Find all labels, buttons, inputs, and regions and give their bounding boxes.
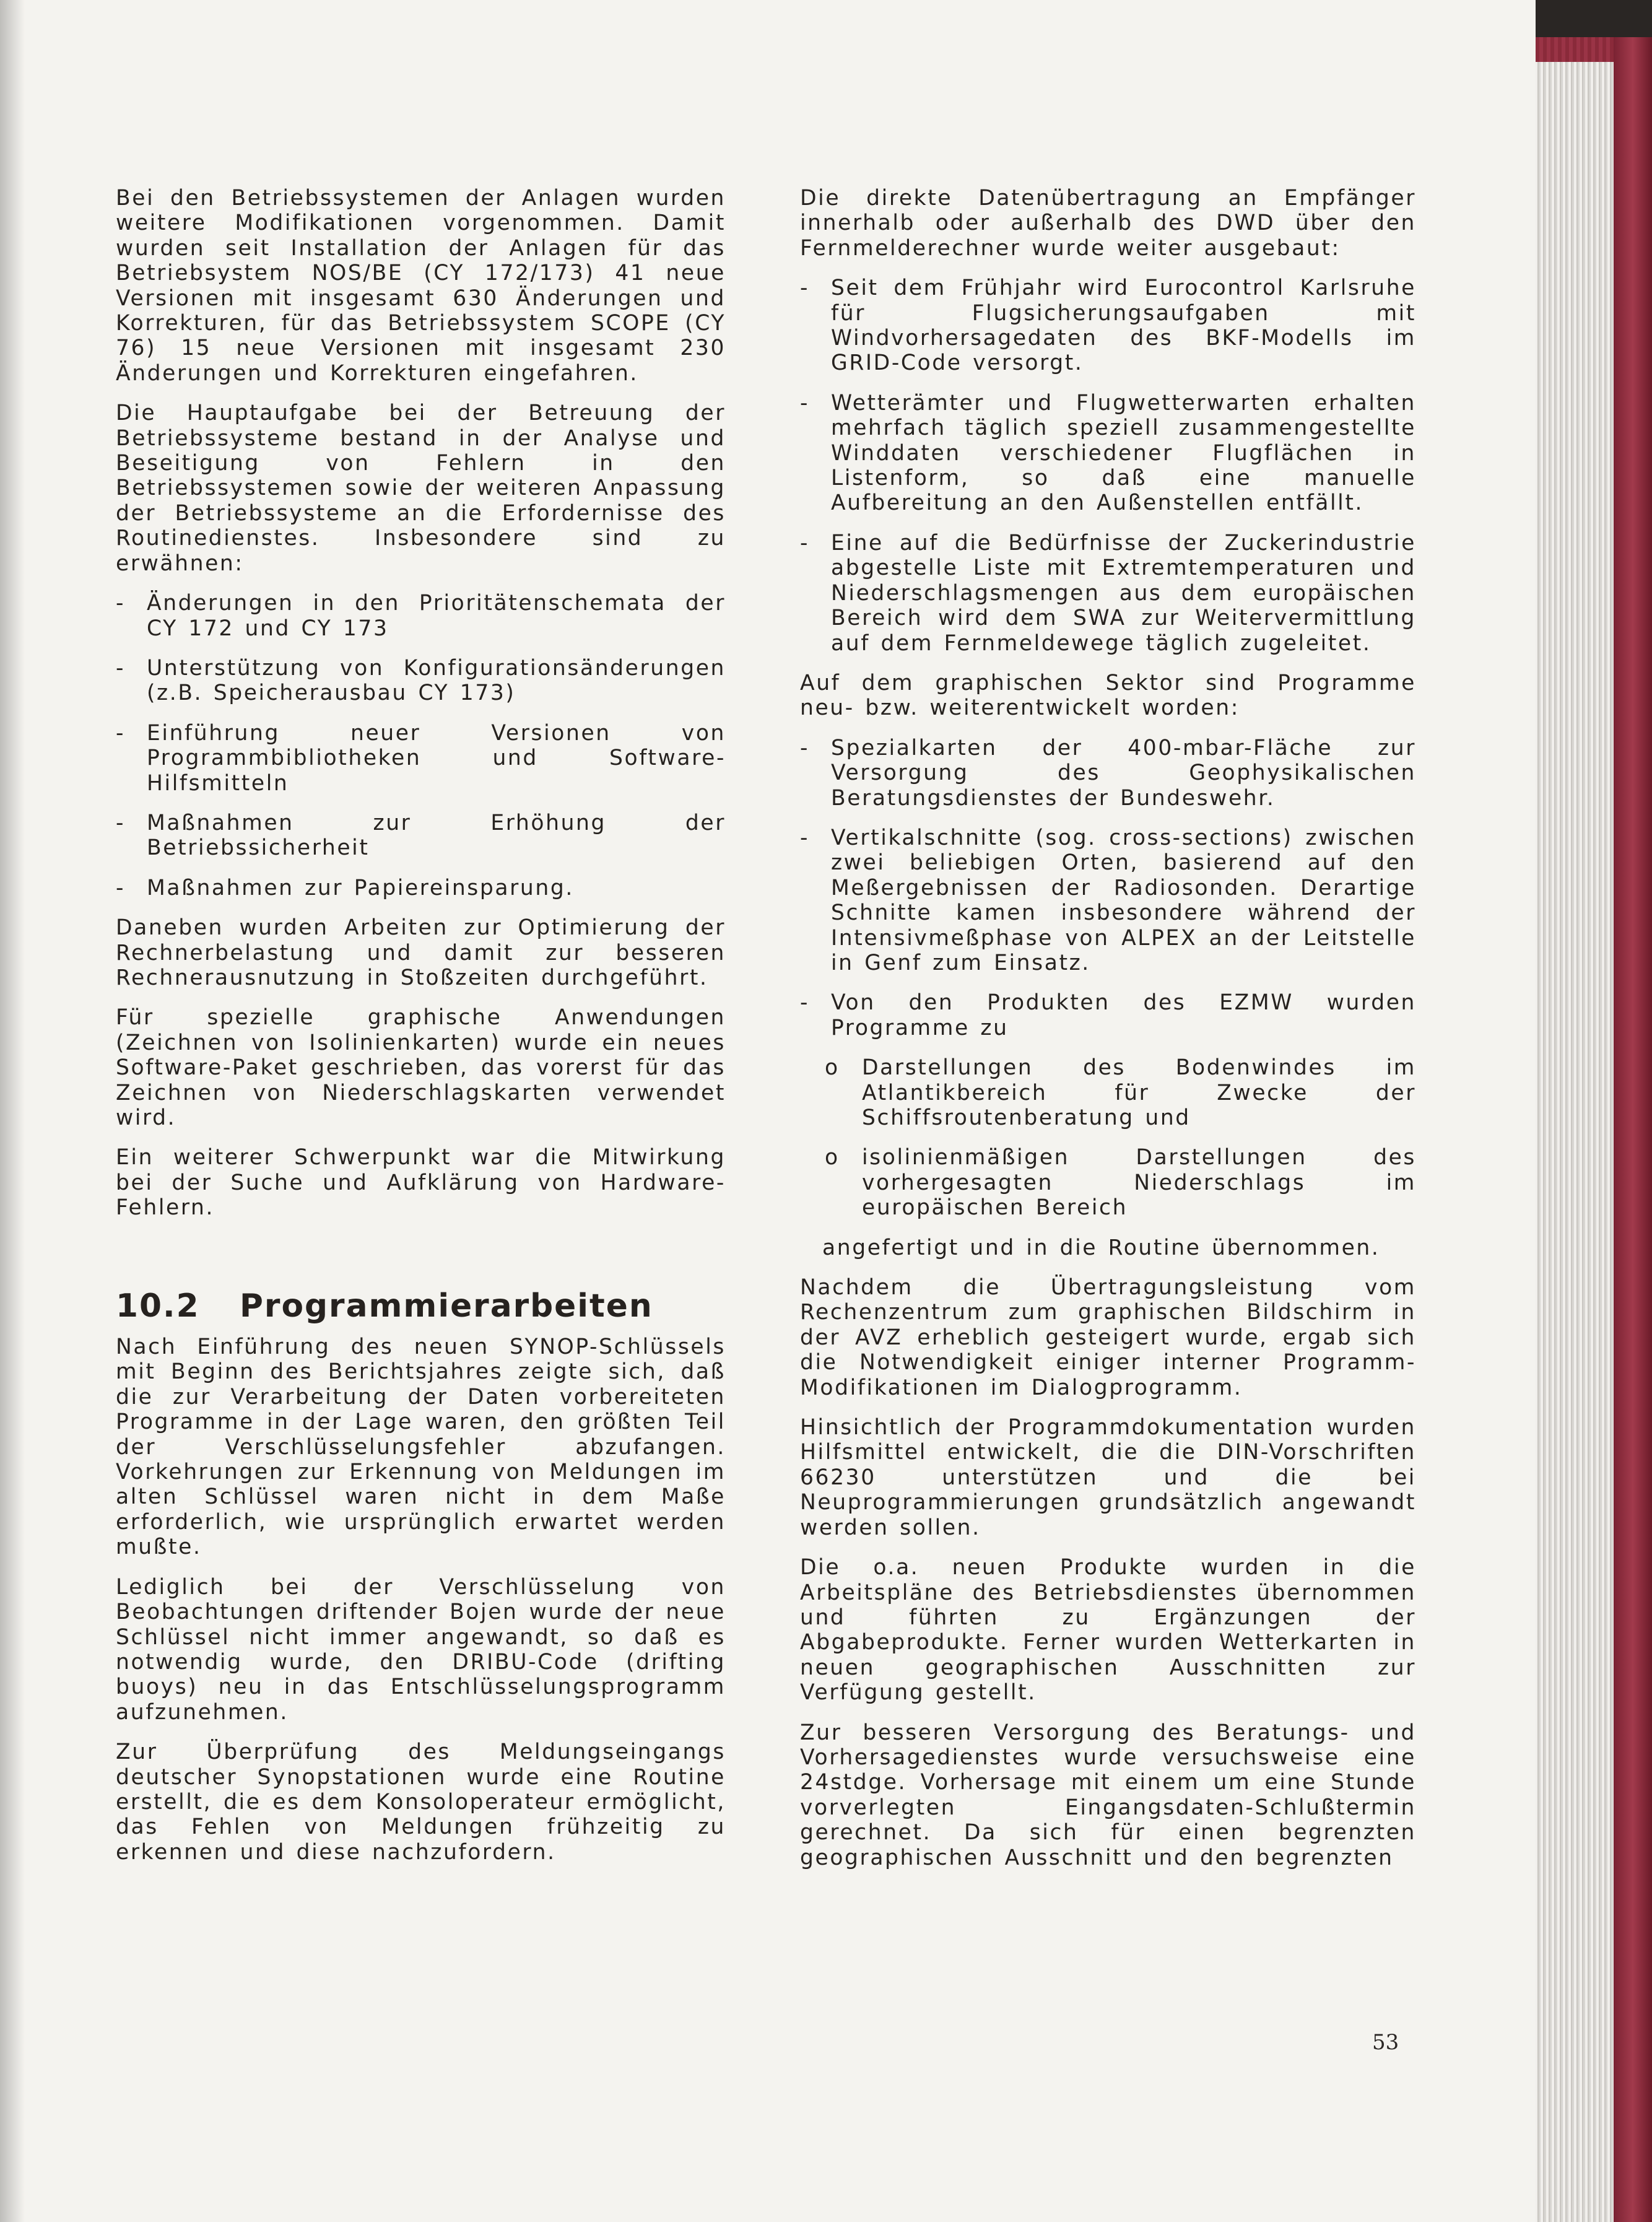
paragraph: Ein weiterer Schwerpunkt war die Mitwirkung bei der Suche und Aufklärung von Hardware-Fehlern. bbox=[116, 1145, 726, 1221]
sub-list-item: o isolinienmäßigen Darstellungen des vorhergesagten Niederschlags im europäischen Bereich bbox=[800, 1145, 1416, 1220]
list-item: - Unterstützung von Konfigurationsänderungen (z.B. Speicherausbau CY 173) bbox=[116, 656, 726, 706]
list-item: - Maßnahmen zur Erhöhung der Betriebssicherheit bbox=[116, 811, 726, 861]
paragraph: Zur besseren Versorgung des Beratungs- und Vorhersagedienstes wurde versuchsweise eine 24stdge. Vorhersage mit einem um eine Stunde vorverlegten Eingangsdaten-Schlußtermin gerechnet. Da sich für einen begrenzten geographischen Ausschnitt und den begrenzten bbox=[800, 1720, 1416, 1870]
list-item: - Einführung neuer Versionen von Programmbibliotheken und Software-Hilfsmitteln bbox=[116, 721, 726, 796]
gutter-shadow bbox=[0, 0, 25, 2222]
paragraph: Für spezielle graphische Anwendungen (Zeichnen von Isolinienkarten) wurde ein neues Software-Paket geschrieben, das vorerst für das Zeichnen von Niederschlagskarten verwendet wird. bbox=[116, 1005, 726, 1130]
list-continuation: angefertigt und in die Routine übernommen. bbox=[822, 1235, 1380, 1260]
sub-list bbox=[800, 1055, 1416, 1220]
list-item: - Spezialkarten der 400-mbar-Fläche zur Versorgung des Geophysikalischen Beratungsdienstes der Bundeswehr. bbox=[800, 736, 1416, 811]
section-number: 10.2 bbox=[116, 1287, 200, 1325]
bullet-list bbox=[800, 736, 1416, 1040]
list-item: - Vertikalschnitte (sog. cross-sections) zwischen zwei beliebigen Orten, basierend auf den Meßergebnissen der Radiosonden. Derartige Schnitte kamen insbesondere während der Intensivmeßphase von ALPEX an der Leitstelle in Genf zum Einsatz. bbox=[800, 826, 1416, 975]
page-number: 53 bbox=[1372, 2030, 1399, 2055]
section-heading bbox=[116, 1287, 726, 1325]
paragraph: Lediglich bei der Verschlüsselung von Beobachtungen driftender Bojen wurde der neue Schlüssel nicht immer angewandt, so daß es notwendig wurde, den DRIBU-Code (drifting buoys) neu in das Entschlüsselungsprogramm aufzunehmen. bbox=[116, 1574, 726, 1725]
bullet-list bbox=[800, 276, 1416, 656]
bullet-list bbox=[116, 591, 726, 900]
paragraph: Hinsichtlich der Programmdokumentation wurden Hilfsmittel entwickelt, die die DIN-Vorschriften 66230 unterstützen und die bei Neuprogrammierungen grundsätzlich angewandt werden sollen. bbox=[800, 1415, 1416, 1540]
paragraph: Bei den Betriebssystemen der Anlagen wurden weitere Modifikationen vorgenommen. Damit wurden seit Installation der Anlagen für das Betriebsystem NOS/BE (CY 172/173) 41 neue Versionen mit insgesamt 630 Änderungen und Korrekturen, für das Betriebssystem SCOPE (CY 76) 15 neue Versionen mit insgesamt 230 Änderungen und Korrekturen eingefahren. bbox=[116, 186, 726, 386]
list-item: - Maßnahmen zur Papiereinsparung. bbox=[116, 876, 726, 900]
book-cover-right-edge bbox=[1614, 37, 1652, 2222]
paragraph: Auf dem graphischen Sektor sind Programme neu- bzw. weiterentwickelt worden: bbox=[800, 670, 1416, 721]
list-item: - Seit dem Frühjahr wird Eurocontrol Karlsruhe für Flugsicherungsaufgaben mit Windvorhersagedaten des BKF-Modells im GRID-Code versorgt. bbox=[800, 276, 1416, 376]
paragraph: Zur Überprüfung des Meldungseingangs deutscher Synopstationen wurde eine Routine erstellt, die es dem Konsoloperateur ermöglicht, das Fehlen von Meldungen frühzeitig zu erkennen und diese nachzufordern. bbox=[116, 1740, 726, 1865]
list-item: - Wetterämter und Flugwetterwarten erhalten mehrfach täglich speziell zusammengestellte Winddaten verschiedener Flugflächen in Listenform, so daß eine manuelle Aufbereitung an den Außenstellen entfällt. bbox=[800, 391, 1416, 516]
paragraph: Nachdem die Übertragungsleistung vom Rechenzentrum zum graphischen Bildschirm in der AVZ erheblich gesteigert wurde, ergab sich die Notwendigkeit einiger interner Programm-Modifikationen im Dialogprogramm. bbox=[800, 1275, 1416, 1400]
list-item: - Eine auf die Bedürfnisse der Zuckerindustrie abgestelle Liste mit Extremtemperaturen und Niederschlagsmengen aus dem europäischen Bereich wird dem SWA zur Weitervermittlung auf dem Fernmeldewege täglich zugeleitet. bbox=[800, 531, 1416, 656]
paragraph: Nach Einführung des neuen SYNOP-Schlüssels mit Beginn des Berichtsjahres zeigte sich, daß die zur Verarbeitung der Daten vorbereiteten Programme in der Lage waren, den größten Teil der Verschlüsselungsfehler abzufangen. Vorkehrungen zur Erkennung von Meldungen im alten Schlüssel waren nicht in dem Maße erforderlich, wie ursprünglich erwartet werden mußte. bbox=[116, 1335, 726, 1560]
section-title: Programmierarbeiten bbox=[240, 1287, 653, 1325]
list-item: - Änderungen in den Prioritätenschemata der CY 172 und CY 173 bbox=[116, 591, 726, 641]
list-item: - Von den Produkten des EZMW wurden Programme zu bbox=[800, 990, 1416, 1040]
right-column bbox=[800, 186, 1416, 1885]
paragraph: Daneben wurden Arbeiten zur Optimierung der Rechnerbelastung und damit zur besseren Rechnerausnutzung in Stoßzeiten durchgeführt. bbox=[116, 915, 726, 990]
paragraph: Die o.a. neuen Produkte wurden in die Arbeitspläne des Betriebsdienstes übernommen und führten zu Ergänzungen der Abgabeprodukte. Ferner wurden Wetterkarten in neuen geographischen Ausschnitten zur Verfügung gestellt. bbox=[800, 1555, 1416, 1706]
sub-list-item: o Darstellungen des Bodenwindes im Atlantikbereich für Zwecke der Schiffsroutenberatung und bbox=[800, 1055, 1416, 1130]
left-column bbox=[116, 186, 726, 1880]
paragraph: Die Hauptaufgabe bei der Betreuung der Betriebssysteme bestand in der Analyse und Beseitigung von Fehlern in den Betriebssystemen sowie der weiteren Anpassung der Betriebssysteme an die Erfordernisse des Routinedienstes. Insbesondere sind zu erwähnen: bbox=[116, 401, 726, 576]
paragraph: Die direkte Datenübertragung an Empfänger innerhalb oder außerhalb des DWD über den Fernmelderechner wurde weiter ausgebaut: bbox=[800, 186, 1416, 261]
